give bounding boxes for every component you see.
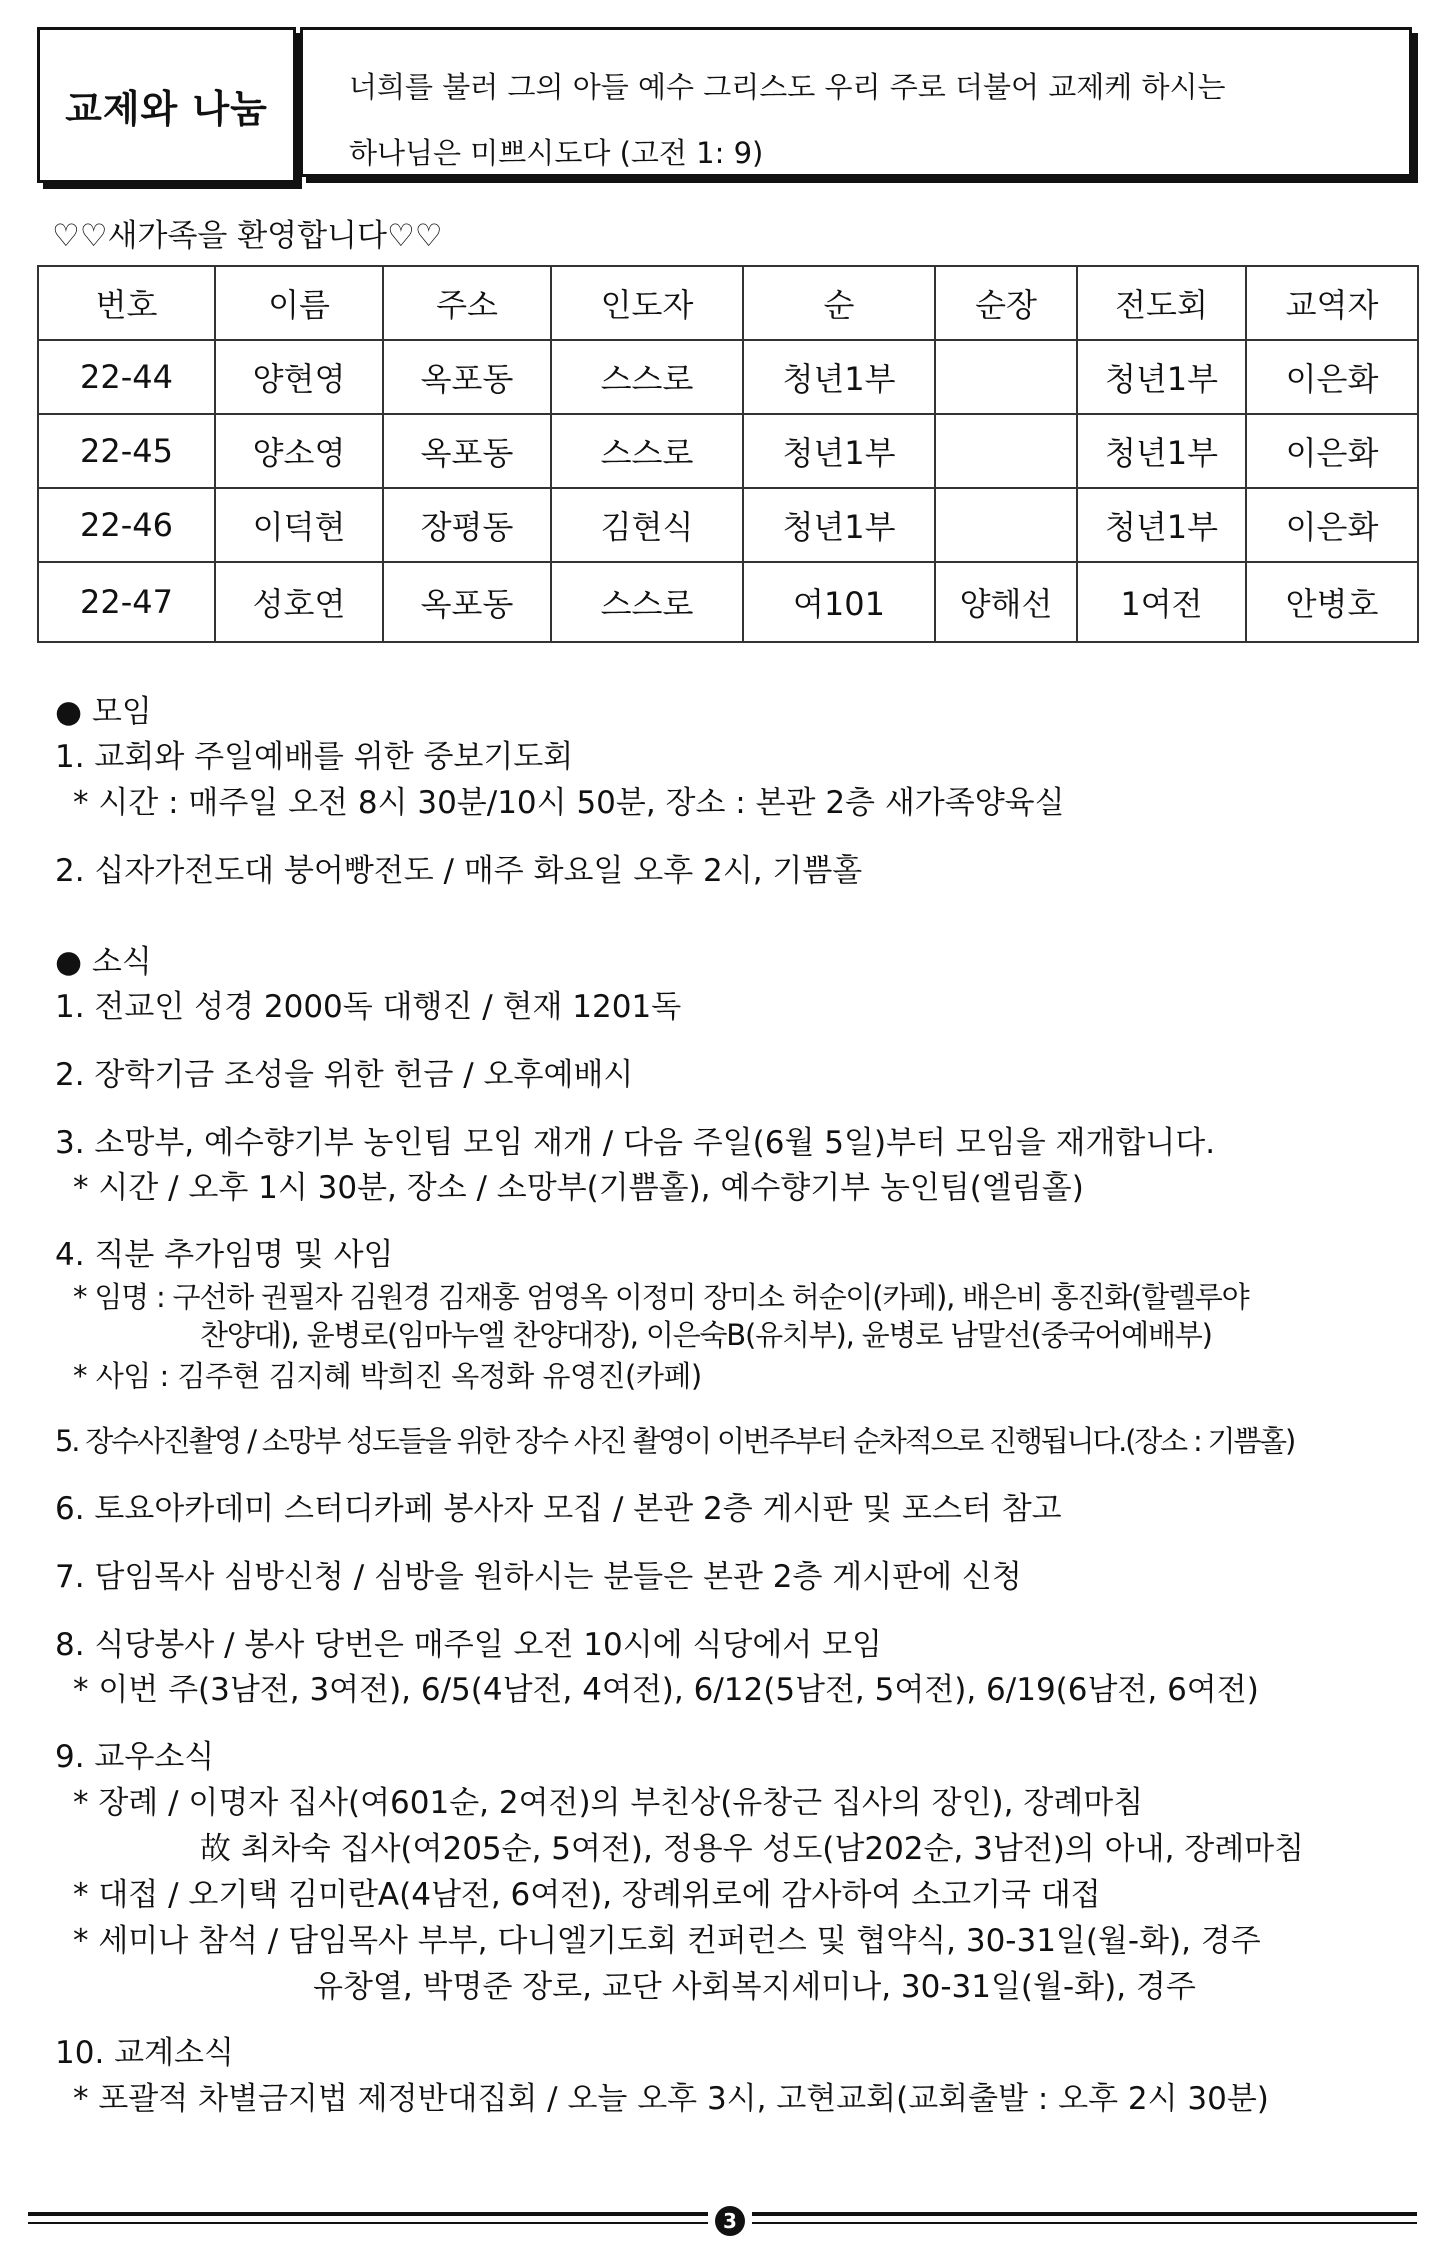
table-row (38, 562, 1418, 642)
column-header: 주소 (383, 266, 551, 340)
new-members-table (37, 265, 1419, 643)
table-cell: 장평동 (383, 488, 551, 562)
welcome-heading: ♡♡새가족을 환영합니다♡♡ (52, 218, 443, 254)
news-item-3: 3. 소망부, 예수향기부 농인팀 모임 재개 / 다음 주일(6월 5일)부터 모임을 재개합니다. (55, 1125, 1216, 1161)
table-cell: 22-47 (38, 562, 215, 642)
news-item-5: 5. 장수사진촬영 / 소망부 성도들을 위한 장수 사진 촬영이 이번주부터 순차적으로 진행됩니다.(장소 : 기쁨홀) (55, 1424, 1295, 1458)
table-cell (935, 340, 1077, 414)
column-header: 교역자 (1246, 266, 1418, 340)
section-title: 교제와 나눔 (65, 86, 268, 131)
table-row (38, 340, 1418, 414)
news-item-1: 1. 전교인 성경 2000독 대행진 / 현재 1201독 (55, 989, 682, 1025)
news-item-3-detail: * 시간 / 오후 1시 30분, 장소 / 소망부(기쁨홀), 예수향기부 농인팀(엘림홀) (73, 1170, 1084, 1206)
table-cell (935, 488, 1077, 562)
table-cell: 양해선 (935, 562, 1077, 642)
news-item-2: 2. 장학기금 조성을 위한 헌금 / 오후예배시 (55, 1057, 634, 1093)
table-header-row (38, 266, 1418, 340)
news-item-4-appointment-cont: 찬양대), 윤병로(임마누엘 찬양대장), 이은숙B(유치부), 윤병로 남말선(중국어예배부) (200, 1318, 1212, 1352)
table-row (38, 488, 1418, 562)
footer-rule-left-top (28, 2212, 708, 2216)
table-cell: 양소영 (215, 414, 383, 488)
table-cell: 청년1부 (743, 340, 935, 414)
meeting-heading: ● 모임 (55, 694, 152, 730)
table-cell: 청년1부 (743, 414, 935, 488)
news-heading: ● 소식 (55, 944, 152, 980)
news-item-9-treat: * 대접 / 오기택 김미란A(4남전, 6여전), 장례위로에 감사하여 소고기국 대접 (73, 1877, 1101, 1913)
column-header: 이름 (215, 266, 383, 340)
news-item-10: 10. 교계소식 (55, 2035, 234, 2071)
section-title-box (37, 27, 296, 183)
news-item-9-funeral: * 장례 / 이명자 집사(여601순, 2여전)의 부친상(유창근 집사의 장인), 장례마침 (73, 1785, 1144, 1821)
table-cell: 청년1부 (1077, 488, 1246, 562)
footer-rule-right-top (752, 2212, 1417, 2216)
table-cell: 안병호 (1246, 562, 1418, 642)
table-cell: 옥포동 (383, 340, 551, 414)
table-cell: 22-45 (38, 414, 215, 488)
table-cell: 청년1부 (1077, 340, 1246, 414)
news-item-8-detail: * 이번 주(3남전, 3여전), 6/5(4남전, 4여전), 6/12(5남전, 5여전), 6/19(6남전, 6여전) (73, 1672, 1259, 1708)
news-item-9-funeral-cont: 故 최차숙 집사(여205순, 5여전), 정용우 성도(남202순, 3남전)의 아내, 장례마침 (200, 1831, 1305, 1867)
announcements (55, 690, 1430, 2122)
table-cell: 양현영 (215, 340, 383, 414)
news-item-4-resignation: * 사임 : 김주현 김지혜 박희진 옥정화 유영진(카페) (73, 1359, 702, 1393)
table-cell: 1여전 (1077, 562, 1246, 642)
table-cell: 22-46 (38, 488, 215, 562)
table-cell: 이은화 (1246, 340, 1418, 414)
table-cell: 옥포동 (383, 414, 551, 488)
news-item-10-detail: * 포괄적 차별금지법 제정반대집회 / 오늘 오후 3시, 고현교회(교회출발 : 오후 2시 30분) (73, 2081, 1269, 2117)
table-cell: 22-44 (38, 340, 215, 414)
meeting-item-2: 2. 십자가전도대 붕어빵전도 / 매주 화요일 오후 2시, 기쁨홀 (55, 853, 863, 889)
news-item-9-seminar-cont: 유창열, 박명준 장로, 교단 사회복지세미나, 30-31일(월-화), 경주 (313, 1969, 1196, 2005)
table-cell: 스스로 (551, 562, 743, 642)
verse-line-2: 하나님은 미쁘시도다 (고전 1: 9) (349, 136, 764, 170)
footer-rule-left-bottom (28, 2222, 708, 2224)
table-cell: 이은화 (1246, 488, 1418, 562)
table-cell: 여101 (743, 562, 935, 642)
table-cell (935, 414, 1077, 488)
news-item-9-seminar: * 세미나 참석 / 담임목사 부부, 다니엘기도회 컨퍼런스 및 협약식, 30-31일(월-화), 경주 (73, 1923, 1261, 1959)
table-cell: 이은화 (1246, 414, 1418, 488)
news-item-4-appointment: * 임명 : 구선하 권필자 김원경 김재홍 엄영옥 이정미 장미소 허순이(카페), 배은비 홍진화(할렐루야 (73, 1280, 1249, 1314)
table-row (38, 414, 1418, 488)
table-cell: 청년1부 (743, 488, 935, 562)
table-cell: 스스로 (551, 340, 743, 414)
column-header: 인도자 (551, 266, 743, 340)
page-number: 3 (715, 2206, 745, 2236)
meeting-item-1-detail: * 시간 : 매주일 오전 8시 30분/10시 50분, 장소 : 본관 2층 새가족양육실 (73, 785, 1065, 821)
footer-rule-right-bottom (752, 2222, 1417, 2224)
column-header: 순장 (935, 266, 1077, 340)
meeting-item-1: 1. 교회와 주일예배를 위한 중보기도회 (55, 739, 574, 775)
verse-line-1: 너희를 불러 그의 아들 예수 그리스도 우리 주로 더불어 교제케 하시는 (349, 70, 1226, 104)
news-item-8: 8. 식당봉사 / 봉사 당번은 매주일 오전 10시에 식당에서 모임 (55, 1627, 882, 1663)
table-cell: 김현식 (551, 488, 743, 562)
column-header: 번호 (38, 266, 215, 340)
news-item-9: 9. 교우소식 (55, 1739, 215, 1775)
column-header: 순 (743, 266, 935, 340)
table-cell: 청년1부 (1077, 414, 1246, 488)
verse-box (300, 27, 1412, 177)
table-cell: 옥포동 (383, 562, 551, 642)
news-item-7: 7. 담임목사 심방신청 / 심방을 원하시는 분들은 본관 2층 게시판에 신청 (55, 1559, 1022, 1595)
news-item-4: 4. 직분 추가임명 및 사임 (55, 1237, 394, 1273)
table-cell: 이덕현 (215, 488, 383, 562)
table-cell: 성호연 (215, 562, 383, 642)
news-item-6: 6. 토요아카데미 스터디카페 봉사자 모집 / 본관 2층 게시판 및 포스터 참고 (55, 1491, 1062, 1527)
column-header: 전도회 (1077, 266, 1246, 340)
table-cell: 스스로 (551, 414, 743, 488)
